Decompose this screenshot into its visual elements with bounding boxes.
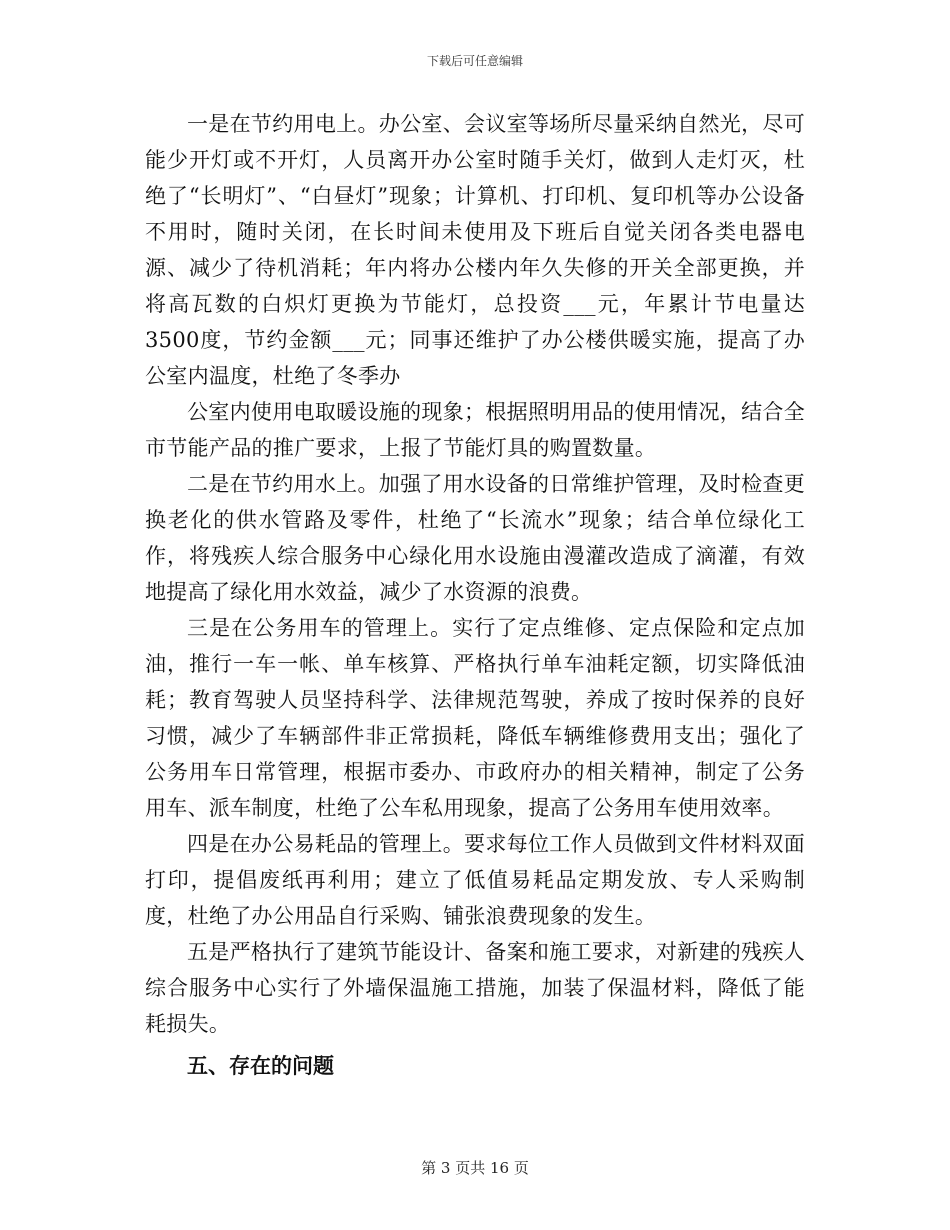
paragraph-water: 二是在节约用水上。加强了用水设备的日常维护管理，及时检查更换老化的供水管路及零件，杜绝了“长流水”现象；结合单位绿化工作，将残疾人综合服务中心绿化用水设施由漫灌改造成了滴灌，有效地提高了绿化用水效益，减少了水资源的浪费。 — [145, 472, 805, 604]
paragraph-electricity: 一是在节约用电上。办公室、会议室等场所尽量采纳自然光，尽可能少开灯或不开灯，人员离开办公室时随手关灯，做到人走灯灭，杜绝了“长明灯”、“白昼灯”现象；计算机、打印机、复印机等办公设备不用时，随时关闭，在长时间未使用及下班后自觉关闭各类电器电源、减少了待机消耗；年内将办公楼内年久失修的开关全部更换，并将高瓦数的白炽灯更换为节能灯，总投资___元，年累计节电量达3500度，节约金额___元；同事还维护了办公楼供暖实施，提高了办公室内温度，杜绝了冬季办 — [145, 112, 805, 388]
paragraph-consumables: 四是在办公易耗品的管理上。要求每位工作人员做到文件材料双面打印，提倡废纸再利用；建立了低值易耗品定期发放、专人采购制度，杜绝了办公用品自行采购、铺张浪费现象的发生。 — [145, 832, 805, 928]
document-body — [145, 106, 805, 1084]
page-header-note: 下载后可任意编辑 — [426, 54, 523, 68]
paragraph-vehicles: 三是在公务用车的管理上。实行了定点维修、定点保险和定点加油，推行一车一帐、单车核算、严格执行单车油耗定额，切实降低油耗；教育驾驶人员坚持科学、法律规范驾驶，养成了按时保养的良好习惯，减少了车辆部件非正常损耗，降低车辆维修费用支出；强化了公务用车日常管理，根据市委办、市政府办的相关精神，制定了公务用车、派车制度，杜绝了公车私用现象，提高了公务用车使用效率。 — [145, 616, 805, 820]
section-heading-problems: 五、存在的问题 — [187, 1054, 334, 1078]
page-number: 第 3 页共 16 页 — [421, 1159, 529, 1177]
paragraph-electricity-continued: 公室内使用电取暖设施的现象；根据照明用品的使用情况，结合全市节能产品的推广要求，上报了节能灯具的购置数量。 — [145, 400, 805, 460]
paragraph-building: 五是严格执行了建筑节能设计、备案和施工要求，对新建的残疾人综合服务中心实行了外墙保温施工措施，加装了保温材料，降低了能耗损失。 — [145, 940, 805, 1036]
